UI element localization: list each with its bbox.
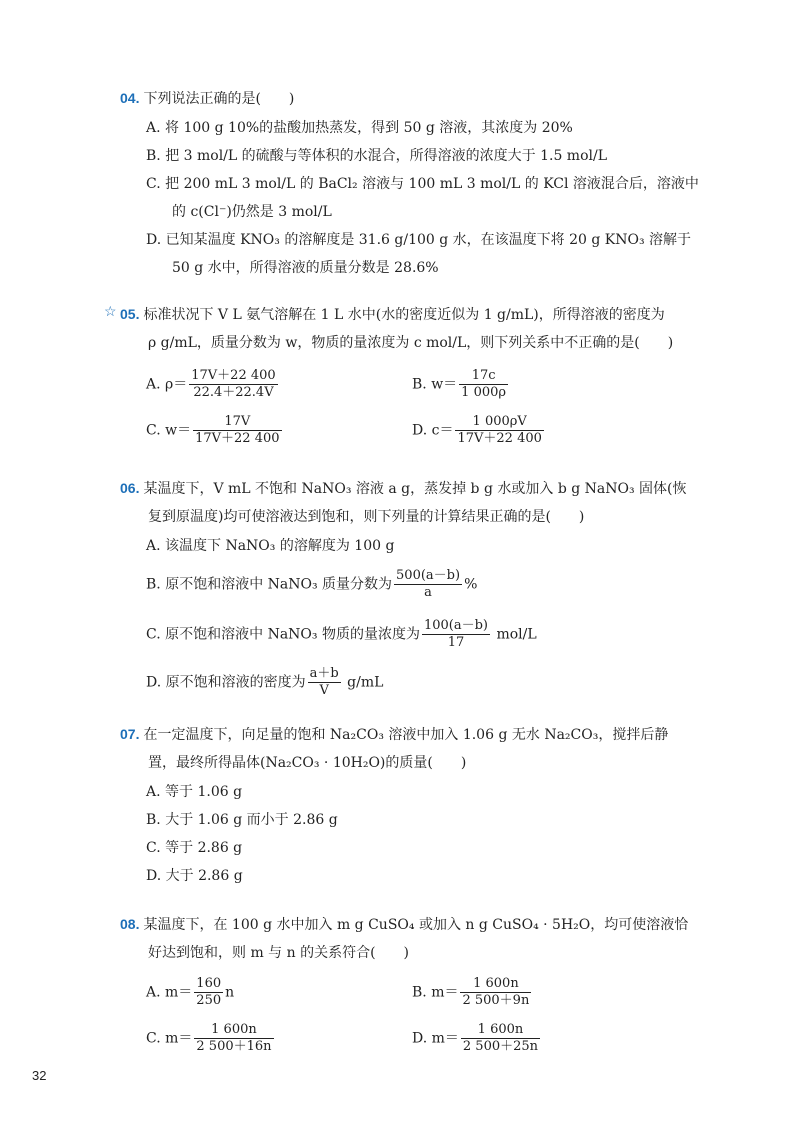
option-c: C. 把 200 mL 3 mol/L 的 BaCl₂ 溶液与 100 mL 3 mol/L 的 KCl 溶液混合后，溶液中 [146,176,699,192]
option-a [146,368,280,401]
question-stem: 某温度下，在 100 g 水中加入 m g CuSO₄ 或加入 n g CuSO₄ · 5H₂O，均可使溶液恰 [143,917,689,933]
question-stem-cont: 好达到饱和，则 m 与 n 的关系符合( ) [148,945,410,961]
option-c [146,414,284,447]
option-d [412,1022,542,1055]
option-c: C. 等于 2.86 g [146,840,243,856]
question-06 [120,474,720,531]
denominator: 17V＋22 400 [195,431,280,446]
question-stem: 某温度下，V mL 不饱和 NaNO₃ 溶液 a g，蒸发掉 b g 水或加入 b g NaNO₃ 固体(恢 [143,481,687,497]
question-number: 07. [120,726,140,742]
fraction [459,368,508,401]
option-label: D. 原不饱和溶液的密度为 [146,674,306,691]
page-number: 32 [32,1068,47,1083]
question-04 [120,84,720,113]
question-number: 05. [120,306,140,322]
question-number: 04. [120,90,140,106]
numerator: 160 [196,976,222,991]
fraction [460,976,531,1009]
option-b [412,976,533,1009]
denominator: 22.4＋22.4V [193,385,274,400]
fraction [193,414,281,447]
option-d: D. 大于 2.86 g [146,868,243,884]
option-label: A. ρ＝ [146,376,188,393]
option-a: A. 等于 1.06 g [146,784,243,800]
fraction [461,1022,540,1055]
option-c [146,618,537,651]
option-c [146,1022,276,1055]
question-05 [120,300,720,357]
numerator: 17c [459,368,508,385]
option-d: D. 已知某温度 KNO₃ 的溶解度是 31.6 g/100 g 水，在该温度下将 20 g KNO₃ 溶解于 [146,232,692,248]
fraction [189,368,277,401]
question-stem: 在一定温度下，向足量的饱和 Na₂CO₃ 溶液中加入 1.06 g 无水 Na₂CO₃，搅拌后静 [143,727,669,743]
numerator: 1 600n [194,1022,273,1039]
option-d [412,414,546,447]
question-stem: 下列说法正确的是( ) [143,91,295,107]
denominator: 2 500＋25n [462,1039,539,1054]
denominator: 2 500＋9n [462,993,530,1008]
numerator: 1 000ρV [455,414,543,431]
denominator: 2 500＋16n [196,1039,272,1054]
option-tail: n [225,984,235,1001]
question-number: 08. [120,916,140,932]
fraction [194,1022,273,1055]
denominator: 250 [196,993,222,1008]
fraction [455,414,543,447]
question-number: 06. [120,480,140,496]
option-label: C. m＝ [146,1030,193,1047]
fraction [422,618,490,651]
option-b [412,368,510,401]
option-label: C. w＝ [146,422,192,439]
denominator: a [424,585,432,600]
option-a: A. 该温度下 NaNO₃ 的溶解度为 100 g [146,538,395,554]
denominator: 1 000ρ [461,385,507,400]
fraction [394,568,462,601]
numerator: 100(a－b) [423,618,488,633]
numerator: 17V [193,414,281,431]
option-b: B. 大于 1.06 g 而小于 2.86 g [146,812,338,828]
question-stem-cont: 置，最终所得晶体(Na₂CO₃ · 10H₂O)的质量( ) [148,755,467,771]
unit: % [464,576,478,593]
question-stem-cont: 复到原温度)均可使溶液达到饱和，则下列量的计算结果正确的是( ) [148,509,585,525]
numerator: 1 600n [461,1022,540,1039]
option-b: B. 把 3 mol/L 的硫酸与等体积的水混合，所得溶液的浓度大于 1.5 mol/L [146,148,608,164]
option-label: C. 原不饱和溶液中 NaNO₃ 物质的量浓度为 [146,626,420,643]
question-07 [120,720,720,777]
option-a [146,976,234,1009]
option-label: B. w＝ [412,376,458,393]
option-d [146,666,383,699]
question-stem: 标准状况下 V L 氨气溶解在 1 L 水中(水的密度近似为 1 g/mL)，所得溶液的密度为 [143,307,665,323]
denominator: 17V＋22 400 [457,431,542,446]
option-d-cont: 50 g 水中，所得溶液的质量分数是 28.6% [172,260,439,276]
numerator: a＋b [309,666,339,681]
fraction [194,976,223,1009]
question-stem-cont: ρ g/mL，质量分数为 w，物质的量浓度为 c mol/L，则下列关系中不正确的是( ) [148,335,674,351]
option-c-cont: 的 c(Cl⁻)仍然是 3 mol/L [172,204,332,220]
option-label: D. m＝ [412,1030,459,1047]
unit: mol/L [496,626,537,643]
denominator: 17 [447,635,465,650]
star-icon: ☆ [104,304,117,320]
option-label: A. m＝ [146,984,193,1001]
numerator: 500(a－b) [396,568,461,583]
option-label: B. 原不饱和溶液中 NaNO₃ 质量分数为 [146,576,393,593]
option-b [146,568,477,601]
numerator: 17V＋22 400 [191,368,276,383]
option-label: D. c＝ [412,422,454,439]
denominator: V [319,683,329,698]
question-08 [120,910,720,967]
option-label: B. m＝ [412,984,459,1001]
option-a: A. 将 100 g 10%的盐酸加热蒸发，得到 50 g 溶液，其浓度为 20% [146,120,573,136]
unit: g/mL [347,674,384,691]
numerator: 1 600n [460,976,531,993]
fraction [308,666,341,699]
